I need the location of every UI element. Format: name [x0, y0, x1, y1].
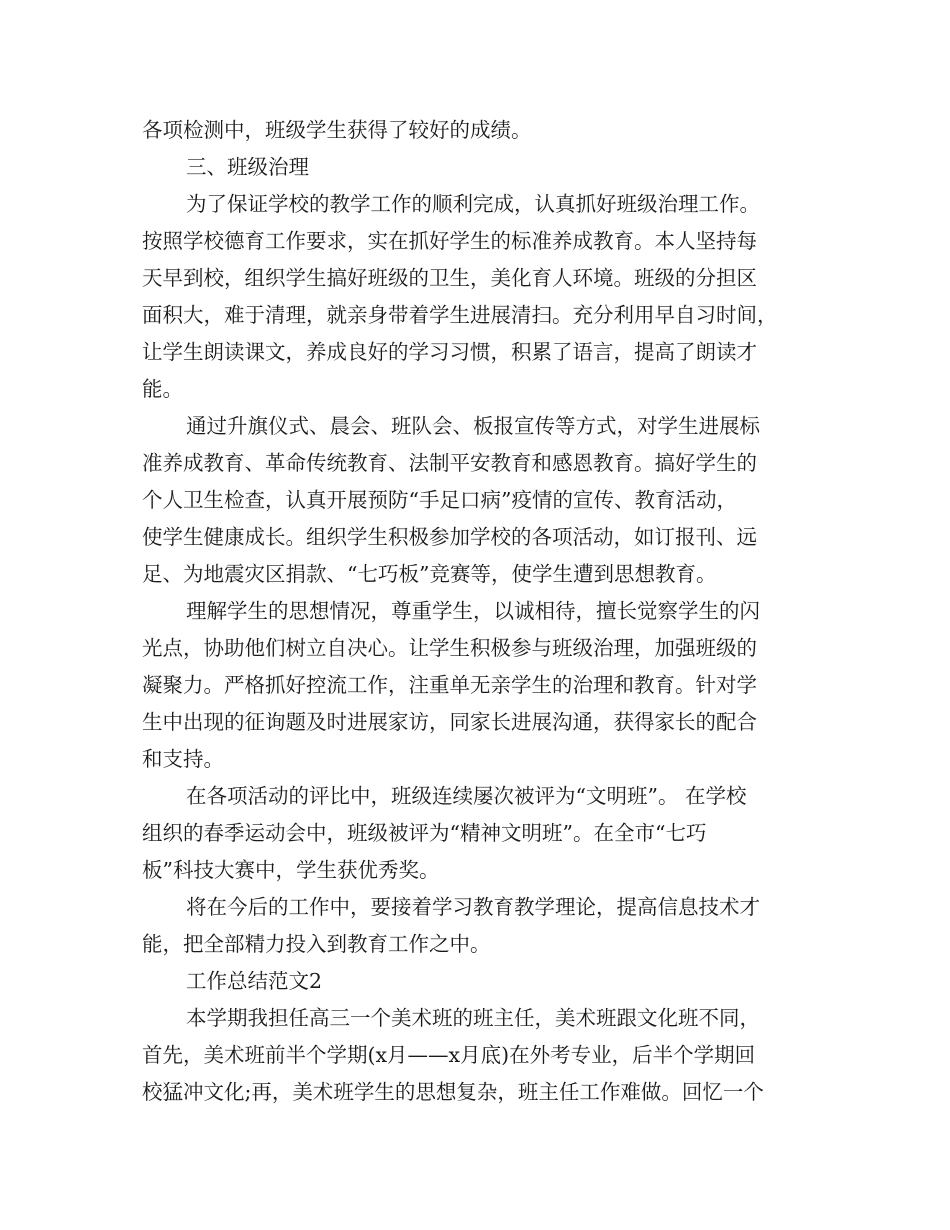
text-line: 让学生朗读课文，养成良好的学习习惯，积累了语言，提高了朗读才	[142, 340, 757, 364]
text-line: 个人卫生检查，认真开展预防“手足口病”疫情的宣传、教育活动，	[142, 488, 737, 512]
text-line: 按照学校德育工作要求，实在抓好学生的标准养成教育。本人坚持每	[142, 229, 757, 253]
text-line: 凝聚力。严格抓好控流工作，注重单无亲学生的治理和教育。针对学	[142, 673, 757, 697]
text-line: 准养成教育、革命传统教育、法制平安教育和感恩教育。搞好学生的	[142, 451, 757, 475]
text-line: 天早到校，组织学生搞好班级的卫生，美化育人环境。班级的分担区	[142, 266, 757, 290]
section-heading: 三、班级治理	[186, 155, 309, 179]
text-line: 足、为地震灾区捐款、“七巧板”竞赛等，使学生遭到思想教育。	[142, 562, 717, 586]
text-line: 通过升旗仪式、晨会、班队会、板报宣传等方式，对学生进展标	[186, 414, 760, 438]
text-line: 组织的春季运动会中，班级被评为“精神文明班”。在全市“七巧	[142, 821, 707, 845]
text-line: 能。	[142, 377, 183, 401]
text-line: 生中出现的征询题及时进展家访，同家长进展沟通，获得家长的配合	[142, 710, 757, 734]
text-line: 面积大，难于清理，就亲身带着学生进展清扫。充分利用早自习时间，	[142, 303, 778, 327]
text-line: 各项检测中，班级学生获得了较好的成绩。	[142, 118, 532, 142]
text-line: 板”科技大赛中，学生获优秀奖。	[142, 858, 440, 882]
text-line: 在各项活动的评比中，班级连续屡次被评为“文明班”。 在学校	[186, 784, 747, 808]
text-line: 校猛冲文化;再，美术班学生的思想复杂，班主任工作难做。回忆一个	[142, 1080, 764, 1104]
text-line: 首先，美术班前半个学期(x月——x月底)在外考专业，后半个学期回	[142, 1043, 756, 1067]
document-body	[142, 112, 842, 1111]
text-line: 使学生健康成长。组织学生积极参加学校的各项活动，如订报刊、远	[142, 525, 757, 549]
text-line: 能，把全部精力投入到教育工作之中。	[142, 932, 491, 956]
text-line: 本学期我担任高三一个美术班的班主任，美术班跟文化班不同，	[186, 1006, 760, 1030]
text-line: 光点，协助他们树立自决心。让学生积极参与班级治理，加强班级的	[142, 636, 757, 660]
text-line: 和支持。	[142, 747, 224, 771]
text-line: 理解学生的思想情况，尊重学生，以诚相待，擅长觉察学生的闪	[186, 599, 760, 623]
text-line: 将在今后的工作中，要接着学习教育教学理论，提高信息技术才	[186, 895, 760, 919]
text-line: 为了保证学校的教学工作的顺利完成，认真抓好班级治理工作。	[186, 192, 760, 216]
section-heading: 工作总结范文2	[186, 969, 323, 993]
